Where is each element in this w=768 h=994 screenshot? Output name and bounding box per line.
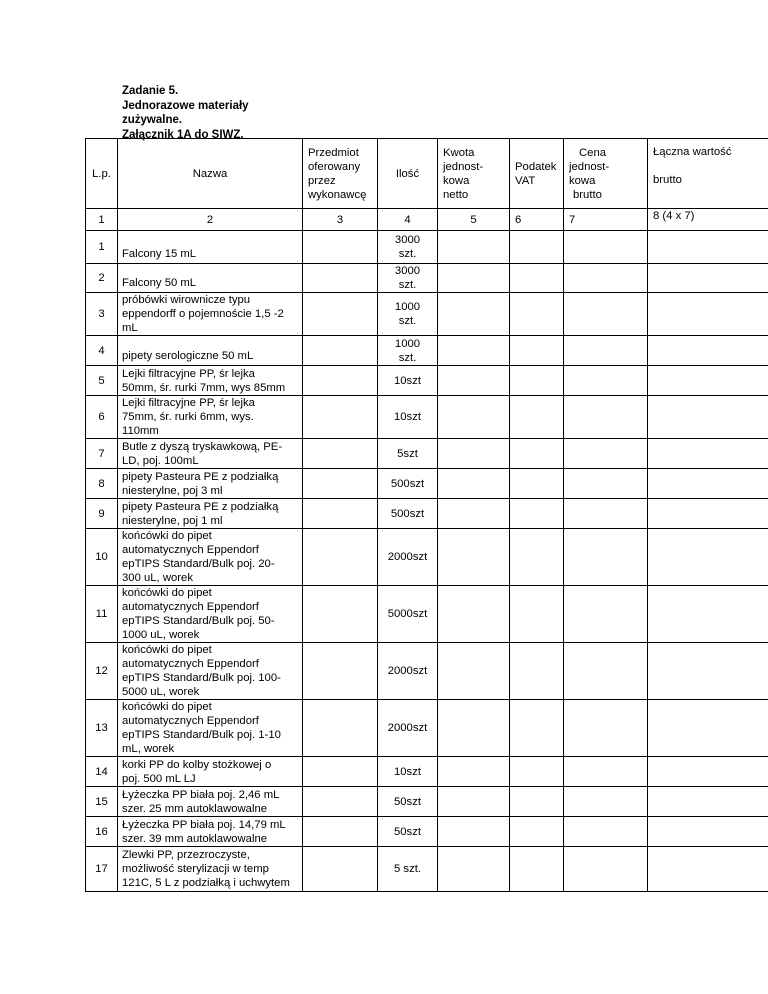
row-cena	[564, 293, 648, 336]
header-text: brutto	[573, 188, 602, 201]
row-name-line: 5000 uL, worek	[122, 686, 200, 698]
row-name-line: automatycznych Eppendorf	[122, 715, 259, 727]
row-lp: 5	[86, 366, 118, 396]
table-row	[86, 439, 768, 469]
row-lp: 13	[86, 700, 118, 757]
row-quantity	[378, 264, 438, 293]
row-podatek	[510, 396, 564, 439]
table-row	[86, 643, 768, 700]
row-laczna	[648, 817, 768, 847]
title-line: Jednorazowe materiały	[122, 99, 249, 112]
col-number: 5	[438, 209, 510, 231]
row-cena	[564, 700, 648, 757]
row-cena	[564, 847, 648, 892]
table-row	[86, 396, 768, 439]
row-podatek	[510, 586, 564, 643]
row-quantity	[378, 469, 438, 499]
row-name-line: Lejki filtracyjne PP, śr lejka	[122, 397, 255, 409]
header-ilosc: Ilość	[378, 139, 438, 209]
row-name-line: Łyżeczka PP biała poj. 14,79 mL	[122, 818, 286, 831]
row-name	[118, 396, 303, 439]
row-laczna	[648, 264, 768, 293]
row-lp: 7	[86, 439, 118, 469]
row-podatek	[510, 817, 564, 847]
row-quantity-line: 500szt	[390, 477, 425, 490]
header-text: VAT	[515, 174, 536, 187]
row-quantity-line: 1000	[394, 337, 421, 350]
row-quantity-line: 1000	[394, 301, 421, 313]
row-name	[118, 293, 303, 336]
row-name	[118, 817, 303, 847]
row-name	[118, 469, 303, 499]
row-przedmiot	[303, 499, 378, 529]
row-name-line: mL	[122, 322, 138, 334]
row-name	[118, 264, 303, 293]
row-przedmiot	[303, 366, 378, 396]
row-lp: 3	[86, 293, 118, 336]
row-kwota	[438, 643, 510, 700]
row-przedmiot	[303, 336, 378, 366]
row-name	[118, 700, 303, 757]
header-lp: L.p.	[86, 139, 118, 209]
row-name-line: Falcony 50 mL	[122, 277, 197, 289]
row-quantity	[378, 293, 438, 336]
row-przedmiot	[303, 529, 378, 586]
row-lp: 12	[86, 643, 118, 700]
row-quantity-line: szt.	[398, 279, 417, 291]
row-name	[118, 336, 303, 366]
row-quantity-line: 500szt	[390, 507, 425, 520]
row-quantity	[378, 586, 438, 643]
row-name-line: szer. 39 mm autoklawowalne	[122, 832, 268, 845]
row-name-line: mL, worek	[122, 743, 175, 755]
row-cena	[564, 231, 648, 264]
row-kwota	[438, 847, 510, 892]
row-kwota	[438, 499, 510, 529]
row-podatek	[510, 529, 564, 586]
table-row	[86, 817, 768, 847]
row-name-line: niesterylne, poj 1 ml	[122, 514, 223, 527]
row-name-line: Łyżeczka PP biała poj. 2,46 mL	[122, 788, 280, 801]
row-name-line: epTIPS Standard/Bulk poj. 20-	[122, 558, 275, 570]
row-cena	[564, 336, 648, 366]
row-laczna	[648, 231, 768, 264]
row-name-line: niesterylne, poj 3 ml	[122, 484, 223, 497]
row-quantity	[378, 529, 438, 586]
row-name-line: epTIPS Standard/Bulk poj. 50-	[122, 615, 275, 627]
row-quantity-line: 2000szt	[387, 551, 428, 563]
row-cena	[564, 439, 648, 469]
row-cena	[564, 529, 648, 586]
row-name-line: Falcony 15 mL	[122, 248, 197, 260]
row-podatek	[510, 439, 564, 469]
row-quantity-line: 3000	[394, 265, 421, 277]
row-name	[118, 847, 303, 892]
row-lp: 4	[86, 336, 118, 366]
row-przedmiot	[303, 264, 378, 293]
row-quantity-line: szt.	[398, 351, 417, 364]
row-name	[118, 757, 303, 787]
row-kwota	[438, 396, 510, 439]
header-laczna	[648, 139, 768, 209]
row-przedmiot	[303, 293, 378, 336]
header-przedmiot	[303, 139, 378, 209]
row-name-line: możliwość sterylizacji w temp	[122, 863, 269, 875]
header-text: brutto	[653, 174, 682, 186]
row-laczna	[648, 700, 768, 757]
row-kwota	[438, 336, 510, 366]
row-cena	[564, 469, 648, 499]
row-podatek	[510, 366, 564, 396]
table-row	[86, 847, 768, 892]
row-przedmiot	[303, 396, 378, 439]
row-name	[118, 499, 303, 529]
row-quantity-line: 10szt	[393, 411, 421, 423]
row-name-line: próbówki wirownicze typu	[122, 294, 251, 306]
row-laczna	[648, 293, 768, 336]
table-row	[86, 700, 768, 757]
row-przedmiot	[303, 586, 378, 643]
table-row	[86, 469, 768, 499]
row-quantity-line: szt.	[398, 315, 417, 327]
row-kwota	[438, 817, 510, 847]
col-number: 3	[303, 209, 378, 231]
row-laczna	[648, 847, 768, 892]
row-laczna	[648, 499, 768, 529]
row-name	[118, 231, 303, 264]
header-text: jednost-	[569, 160, 610, 173]
row-przedmiot	[303, 700, 378, 757]
row-podatek	[510, 231, 564, 264]
column-number-row	[86, 209, 768, 231]
table-row	[86, 586, 768, 643]
row-przedmiot	[303, 847, 378, 892]
row-cena	[564, 499, 648, 529]
row-lp: 10	[86, 529, 118, 586]
row-lp: 11	[86, 586, 118, 643]
row-przedmiot	[303, 469, 378, 499]
row-przedmiot	[303, 817, 378, 847]
col-number: 8 (4 x 7)	[648, 209, 768, 231]
row-quantity	[378, 817, 438, 847]
table-row	[86, 264, 768, 293]
row-podatek	[510, 469, 564, 499]
row-kwota	[438, 293, 510, 336]
row-przedmiot	[303, 439, 378, 469]
row-name	[118, 787, 303, 817]
row-podatek	[510, 700, 564, 757]
row-quantity	[378, 499, 438, 529]
row-laczna	[648, 787, 768, 817]
row-laczna	[648, 469, 768, 499]
row-name-line: automatycznych Eppendorf	[122, 601, 259, 613]
row-cena	[564, 366, 648, 396]
row-quantity-line: 5000szt	[387, 608, 428, 620]
row-name-line: 121C, 5 L z podziałką i uchwytem	[122, 877, 290, 889]
header-nazwa: Nazwa	[118, 139, 303, 209]
col-number: 7	[564, 209, 648, 231]
row-quantity-line: 2000szt	[387, 665, 428, 677]
row-name-line: 110mm	[122, 425, 159, 437]
row-quantity	[378, 396, 438, 439]
header-text: kowa	[443, 174, 470, 187]
row-cena	[564, 643, 648, 700]
row-lp: 1	[86, 231, 118, 264]
row-name-line: Zlewki PP, przezroczyste,	[122, 849, 250, 861]
row-name-line: pipety Pasteura PE z podziałką	[122, 500, 279, 513]
header-text: kowa	[569, 174, 596, 187]
header-text: Cena	[579, 146, 607, 159]
row-name	[118, 586, 303, 643]
row-kwota	[438, 469, 510, 499]
row-quantity	[378, 643, 438, 700]
row-name-line: końcówki do pipet	[122, 644, 212, 656]
header-row	[86, 139, 768, 209]
row-podatek	[510, 643, 564, 700]
row-lp: 2	[86, 264, 118, 293]
row-name-line: 1000 uL, worek	[122, 629, 200, 641]
row-lp: 15	[86, 787, 118, 817]
row-quantity-line: 10szt	[393, 765, 421, 778]
table-row	[86, 231, 768, 264]
row-quantity-line: 5szt	[397, 447, 418, 460]
row-podatek	[510, 847, 564, 892]
row-quantity-line: 10szt	[393, 374, 421, 387]
header-kwota	[438, 139, 510, 209]
row-przedmiot	[303, 787, 378, 817]
row-name-line: 300 uL, worek	[122, 572, 193, 584]
row-kwota	[438, 757, 510, 787]
row-cena	[564, 757, 648, 787]
row-name-line: szer. 25 mm autoklawowalne	[122, 802, 268, 815]
col-number: 6	[510, 209, 564, 231]
row-name-line: pipety Pasteura PE z podziałką	[122, 470, 279, 483]
row-cena	[564, 787, 648, 817]
row-name-line: automatycznych Eppendorf	[122, 658, 259, 670]
row-przedmiot	[303, 757, 378, 787]
row-name-line: końcówki do pipet	[122, 530, 212, 542]
row-podatek	[510, 264, 564, 293]
col-number: 2	[118, 209, 303, 231]
row-quantity	[378, 366, 438, 396]
header-text: Łączna wartość	[653, 146, 732, 158]
table-row	[86, 529, 768, 586]
row-name-line: 50mm, śr. rurki 7mm, wys 85mm	[122, 381, 286, 394]
row-lp: 17	[86, 847, 118, 892]
row-kwota	[438, 787, 510, 817]
row-name-line: epTIPS Standard/Bulk poj. 100-	[122, 672, 281, 684]
table-row	[86, 499, 768, 529]
row-name-line: końcówki do pipet	[122, 701, 212, 713]
header-text: oferowany	[308, 160, 361, 173]
row-name	[118, 529, 303, 586]
row-quantity-line: 50szt	[393, 795, 421, 808]
row-kwota	[438, 264, 510, 293]
row-podatek	[510, 499, 564, 529]
row-laczna	[648, 439, 768, 469]
row-laczna	[648, 366, 768, 396]
row-laczna	[648, 336, 768, 366]
row-lp: 16	[86, 817, 118, 847]
row-lp: 14	[86, 757, 118, 787]
row-kwota	[438, 700, 510, 757]
table-row	[86, 787, 768, 817]
items-table	[85, 138, 768, 892]
row-quantity	[378, 700, 438, 757]
header-text: netto	[443, 188, 469, 201]
row-kwota	[438, 439, 510, 469]
row-podatek	[510, 293, 564, 336]
row-name-line: 75mm, śr. rurki 6mm, wys.	[122, 411, 254, 423]
row-podatek	[510, 757, 564, 787]
row-name-line: poj. 500 mL LJ	[122, 772, 196, 785]
row-cena	[564, 586, 648, 643]
row-quantity-line: 2000szt	[387, 722, 428, 734]
header-text: przez	[308, 174, 336, 187]
row-name-line: epTIPS Standard/Bulk poj. 1-10	[122, 729, 281, 741]
row-quantity	[378, 336, 438, 366]
row-quantity-line: szt.	[398, 248, 417, 260]
row-quantity	[378, 231, 438, 264]
row-name-line: eppendorff o pojemnoście 1,5 -2	[122, 308, 284, 320]
row-laczna	[648, 586, 768, 643]
row-quantity	[378, 757, 438, 787]
header-text: wykonawcę	[308, 188, 367, 201]
row-name-line: Lejki filtracyjne PP, śr lejka	[122, 367, 255, 380]
title-line: Załącznik 1A do SIWZ.	[122, 129, 244, 142]
document-title	[122, 84, 249, 143]
header-text: Przedmiot	[308, 146, 359, 159]
row-name-line: LD, poj. 100mL	[122, 454, 199, 467]
row-quantity-line: 5 szt.	[394, 863, 421, 875]
title-line: Zadanie 5.	[122, 85, 179, 97]
row-przedmiot	[303, 643, 378, 700]
row-quantity	[378, 439, 438, 469]
header-cena	[564, 139, 648, 209]
row-name-line: pipety serologiczne 50 mL	[122, 350, 254, 362]
row-quantity	[378, 847, 438, 892]
row-name-line: korki PP do kolby stożkowej o	[122, 758, 272, 771]
header-text: Podatek	[515, 160, 557, 173]
row-name-line: automatycznych Eppendorf	[122, 544, 259, 556]
row-kwota	[438, 586, 510, 643]
row-lp: 6	[86, 396, 118, 439]
row-cena	[564, 817, 648, 847]
row-kwota	[438, 366, 510, 396]
row-laczna	[648, 529, 768, 586]
row-podatek	[510, 336, 564, 366]
col-number: 4	[378, 209, 438, 231]
row-name	[118, 366, 303, 396]
row-name-line: Butle z dyszą tryskawkową, PE-	[122, 440, 283, 453]
row-laczna	[648, 396, 768, 439]
table-row	[86, 336, 768, 366]
row-podatek	[510, 787, 564, 817]
header-podatek	[510, 139, 564, 209]
row-name	[118, 439, 303, 469]
row-laczna	[648, 757, 768, 787]
row-name-line: końcówki do pipet	[122, 587, 212, 599]
row-quantity-line: 50szt	[393, 825, 421, 838]
title-line: zużywalne.	[122, 114, 183, 127]
row-lp: 8	[86, 469, 118, 499]
table-row	[86, 293, 768, 336]
row-quantity	[378, 787, 438, 817]
row-laczna	[648, 643, 768, 700]
row-kwota	[438, 231, 510, 264]
row-przedmiot	[303, 231, 378, 264]
header-text: Kwota	[443, 146, 475, 159]
row-name	[118, 643, 303, 700]
row-lp: 9	[86, 499, 118, 529]
row-cena	[564, 396, 648, 439]
table-row	[86, 757, 768, 787]
row-quantity-line: 3000	[394, 234, 421, 246]
col-number: 1	[86, 209, 118, 231]
row-kwota	[438, 529, 510, 586]
row-cena	[564, 264, 648, 293]
header-text: jednost-	[443, 160, 484, 173]
table-row	[86, 366, 768, 396]
